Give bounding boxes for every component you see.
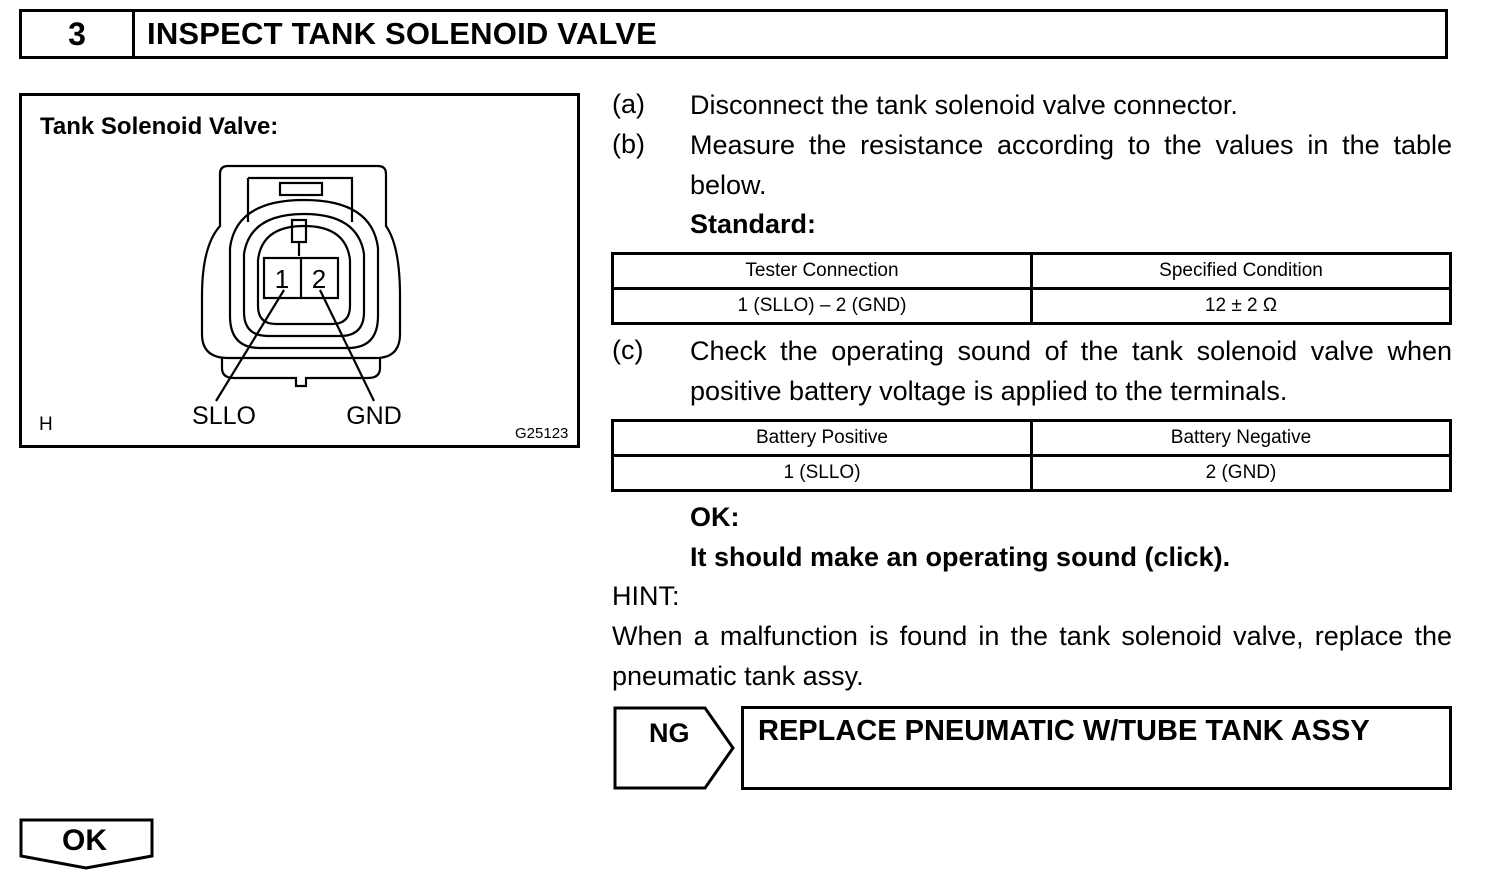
pin-2-label: 2 xyxy=(311,264,327,294)
table-header-cell: Tester Connection xyxy=(613,254,1032,289)
sllo-label: SLLO xyxy=(192,402,256,430)
connector-drawing xyxy=(22,96,577,445)
resistance-table xyxy=(611,252,1452,325)
step-c-letter: (c) xyxy=(612,335,644,365)
ng-branch xyxy=(613,706,1452,790)
hint-text: When a malfunction is found in the tank solenoid valve, replace the pneumatic tank assy. xyxy=(612,621,1452,691)
table-row xyxy=(613,254,1451,289)
figure-title: Tank Solenoid Valve: xyxy=(40,113,279,140)
battery-table xyxy=(611,419,1452,492)
ng-action-box xyxy=(741,706,1452,790)
pin-1-label: 1 xyxy=(274,264,290,294)
ok-branch xyxy=(19,818,155,870)
ok-criteria-label: OK: xyxy=(690,502,740,532)
gnd-label: GND xyxy=(346,402,402,430)
table-row xyxy=(613,456,1451,491)
connector-figure xyxy=(19,93,580,448)
step-a-letter: (a) xyxy=(612,89,645,119)
table-cell: 1 (SLLO) xyxy=(613,456,1032,491)
figure-corner-mark: H xyxy=(39,414,53,435)
step-a-text: Disconnect the tank solenoid valve connector. xyxy=(690,90,1238,120)
step-number: 3 xyxy=(22,12,135,56)
table-cell: 1 (SLLO) – 2 (GND) xyxy=(613,289,1032,324)
key-notch xyxy=(292,220,306,242)
figure-code: G25123 xyxy=(515,425,569,442)
hint-label: HINT: xyxy=(612,581,680,611)
ok-label: OK xyxy=(62,824,107,857)
table-row xyxy=(613,421,1451,456)
connector-ring-outer xyxy=(230,200,378,348)
leader-line-sllo xyxy=(216,290,284,401)
table-header-cell: Specified Condition xyxy=(1032,254,1451,289)
latch-tab xyxy=(280,183,322,195)
standard-label: Standard: xyxy=(690,209,817,239)
step-header xyxy=(19,9,1448,59)
table-cell: 2 (GND) xyxy=(1032,456,1451,491)
leader-line-gnd xyxy=(320,290,374,401)
ok-criteria-text: It should make an operating sound (click). xyxy=(690,542,1231,572)
ng-action-text: REPLACE PNEUMATIC W/TUBE TANK ASSY xyxy=(758,715,1370,747)
table-header-cell: Battery Negative xyxy=(1032,421,1451,456)
ng-label: NG xyxy=(649,718,690,748)
table-header-cell: Battery Positive xyxy=(613,421,1032,456)
table-cell: 12 ± 2 Ω xyxy=(1032,289,1451,324)
step-title: INSPECT TANK SOLENOID VALVE xyxy=(147,16,658,51)
step-c-text: Check the operating sound of the tank solenoid valve when positive battery voltage is applied to the terminals. xyxy=(690,336,1452,406)
step-b-letter: (b) xyxy=(612,129,645,159)
step-b-text: Measure the resistance according to the values in the table below. xyxy=(690,130,1452,200)
table-row xyxy=(613,289,1451,324)
